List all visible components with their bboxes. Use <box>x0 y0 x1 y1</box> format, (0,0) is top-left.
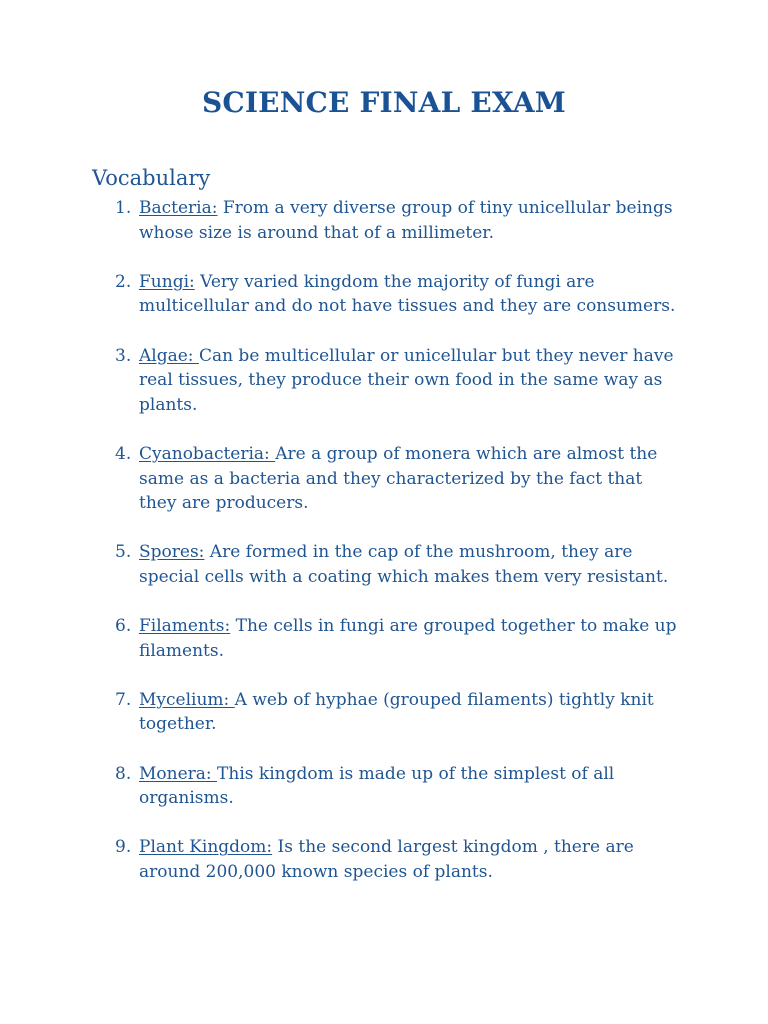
vocab-definition: Very varied kingdom the majority of fungi are multicellular and do not have tissues and they are consumers. <box>139 271 676 317</box>
vocab-item <box>0 540 768 589</box>
vocab-definition: Can be multicellular or unicellular but they never have real tissues, they produce their own food in the same way as plants. <box>139 345 674 415</box>
vocab-definition: From a very diverse group of tiny unicellular beings whose size is around that of a millimeter. <box>139 198 673 243</box>
vocab-item <box>0 270 768 319</box>
section-heading-vocabulary: Vocabulary <box>92 166 211 190</box>
vocab-term: Bacteria: <box>139 198 218 218</box>
item-number: 5. <box>115 542 132 563</box>
vocab-term: Filaments: <box>139 616 231 637</box>
vocab-item <box>0 196 768 245</box>
vocabulary-list <box>0 196 768 909</box>
item-number: 1. <box>115 198 132 218</box>
vocab-item <box>0 762 768 811</box>
vocab-item <box>0 442 768 516</box>
vocab-item <box>0 688 768 737</box>
vocab-definition: A web of hyphae (grouped filaments) tightly knit together. <box>139 689 654 735</box>
item-number: 4. <box>115 443 132 464</box>
vocab-term: Monera: <box>139 763 218 784</box>
vocab-term: Algae: <box>139 345 199 366</box>
vocab-item <box>0 835 768 884</box>
vocab-definition: The cells in fungi are grouped together to make up filaments. <box>139 616 677 661</box>
vocab-definition: Are a group of monera which are almost the same as a bacteria and they characterized by the fact that they are producers. <box>139 443 658 514</box>
vocab-item <box>0 344 768 418</box>
vocab-definition: Is the second largest kingdom , there are around 200,000 known species of plants. <box>139 837 634 883</box>
vocab-term: Mycelium: <box>139 689 235 710</box>
item-number: 2. <box>115 271 132 292</box>
page-title: SCIENCE FINAL EXAM <box>201 86 567 119</box>
vocab-term: Spores: <box>139 542 205 563</box>
vocab-definition: Are formed in the cap of the mushroom, they are special cells with a coating which makes them very resistant. <box>139 542 669 587</box>
vocab-term: Fungi: <box>139 271 195 292</box>
vocab-item <box>0 614 768 663</box>
vocab-term: Cyanobacteria: <box>139 443 276 464</box>
item-number: 3. <box>115 345 132 366</box>
vocab-definition: This kingdom is made up of the simplest of all organisms. <box>139 763 615 809</box>
item-number: 6. <box>115 616 132 637</box>
item-number: 8. <box>115 763 132 784</box>
item-number: 9. <box>115 837 132 858</box>
vocab-term: Plant Kingdom: <box>139 837 273 858</box>
item-number: 7. <box>115 689 132 710</box>
